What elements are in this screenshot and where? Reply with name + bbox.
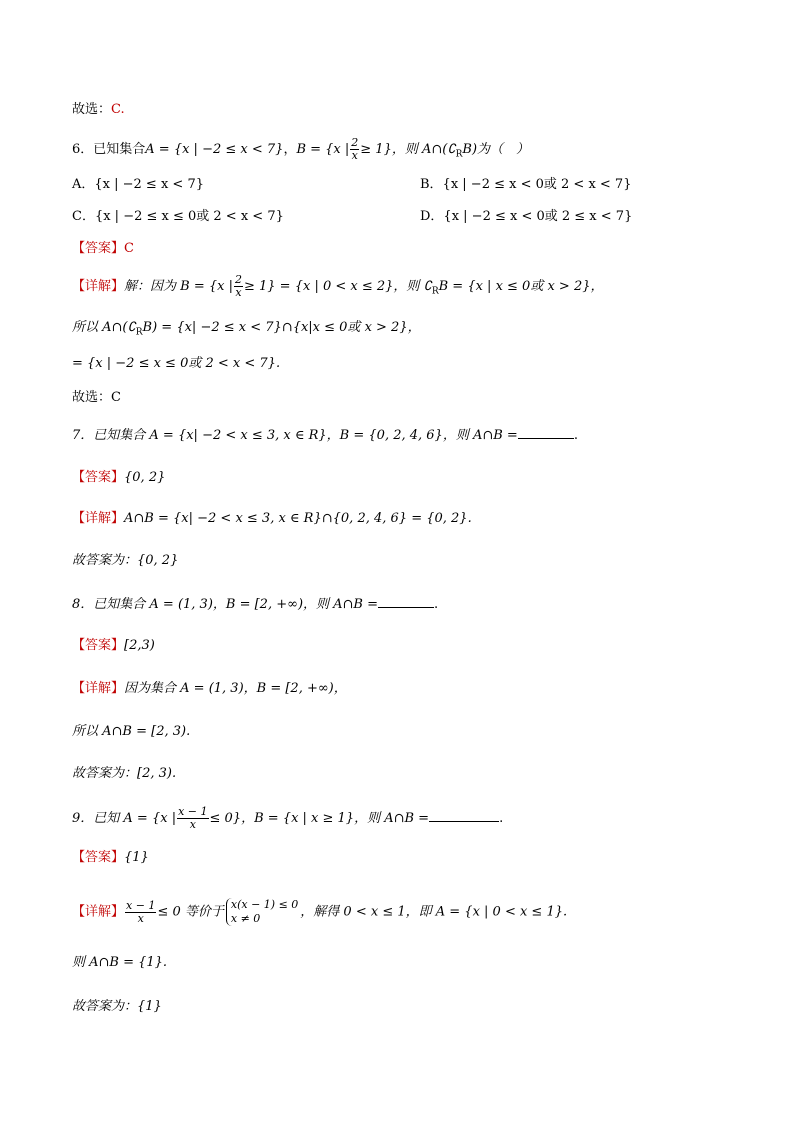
question-7-answer: 【答案】{0, 2} <box>72 470 166 485</box>
fraction: $\frac{2}{x}$ <box>234 273 242 299</box>
option-d: D．{x | −2 ≤ x < 0或 2 ≤ x < 7} <box>420 209 633 224</box>
question-8-stem: 8．已知集合 A = (1, 3)，B = [2, +∞)，则 A∩B = . <box>72 593 734 615</box>
answer-value: C. <box>111 102 125 117</box>
question-9-detail: 【详解】 $\frac{x - 1}{x}$ ≤ 0 等价于 x(x − 1) ≤ 0 x ≠ 0 ，解得 0 < x ≤ 1，即 A = {x | 0 < x ≤ 1}. <box>72 898 568 925</box>
question-9-answer: 【答案】{1} <box>72 850 149 865</box>
question-9-stem: 9．已知 A = {x | $\frac{x - 1}{x}$ ≤ 0}，B = {x | x ≥ 1}，则 A∩B = . <box>72 805 504 831</box>
question-8-detail-2: 所以 A∩B = [2, 3). <box>72 724 191 739</box>
question-7-final: 故答案为：{0, 2} <box>72 553 179 568</box>
answer-blank <box>429 807 499 822</box>
fraction: $\frac{2}{x}$ <box>351 136 359 162</box>
fraction: $\frac{x - 1}{x}$ <box>126 898 156 925</box>
prev-answer-line <box>72 100 734 120</box>
question-6-stem: 6．已知集合A = {x | −2 ≤ x < 7}，B = {x | $\frac{2}{x}$ ≥ 1}，则 $A\cap(∁_RB)$为（ ） <box>72 136 530 162</box>
question-6-options-row2 <box>72 207 734 227</box>
question-7-stem: 7．已知集合 A = {x| −2 < x ≤ 3, x ∈ R}，B = {0, 2, 4, 6}，则 A∩B = . <box>72 424 734 446</box>
question-6-detail-1: 【详解】解：因为 B = {x | $\frac{2}{x}$ ≥ 1} = {x | 0 < x ≤ 2}，则 $∁_RB = \{x$ | x ≤ 0或 x > 2}， <box>72 273 604 299</box>
question-9-detail-2: 则 A∩B = {1}. <box>72 955 168 970</box>
question-6-answer: 【答案】C <box>72 241 134 256</box>
option-a: A．{x | −2 ≤ x < 7} <box>72 177 204 192</box>
answer-blank <box>518 424 574 439</box>
question-8-detail: 【详解】因为集合 A = (1, 3)，B = [2, +∞)， <box>72 681 347 696</box>
question-8-final: 故答案为：[2, 3). <box>72 766 177 781</box>
question-9-final: 故答案为：{1} <box>72 999 162 1014</box>
answer-label: 故选： <box>72 102 112 117</box>
question-6-options-row1 <box>72 175 734 195</box>
option-b: B．{x | −2 ≤ x < 0或 2 < x < 7} <box>420 177 632 192</box>
answer-blank <box>378 593 434 608</box>
question-6-detail-2: 所以 $A\cap(∁_RB) = \{x| -2 \le x$ < 7}∩{x|x ≤ 0或 x > 2}， <box>72 320 421 338</box>
question-7-detail: 【详解】A∩B = {x| −2 < x ≤ 3, x ∈ R}∩{0, 2, 4, 6} = {0, 2}. <box>72 511 472 526</box>
equation-system: x(x − 1) ≤ 0 x ≠ 0 <box>226 898 298 926</box>
question-6-final: 故选：C <box>72 390 121 405</box>
question-6-detail-3: = {x | −2 ≤ x ≤ 0或 2 < x < 7}. <box>72 356 281 371</box>
fraction: $\frac{x - 1}{x}$ <box>178 805 208 831</box>
question-8-answer: 【答案】[2,3) <box>72 638 155 653</box>
option-c: C．{x | −2 ≤ x ≤ 0或 2 < x < 7} <box>72 209 284 224</box>
